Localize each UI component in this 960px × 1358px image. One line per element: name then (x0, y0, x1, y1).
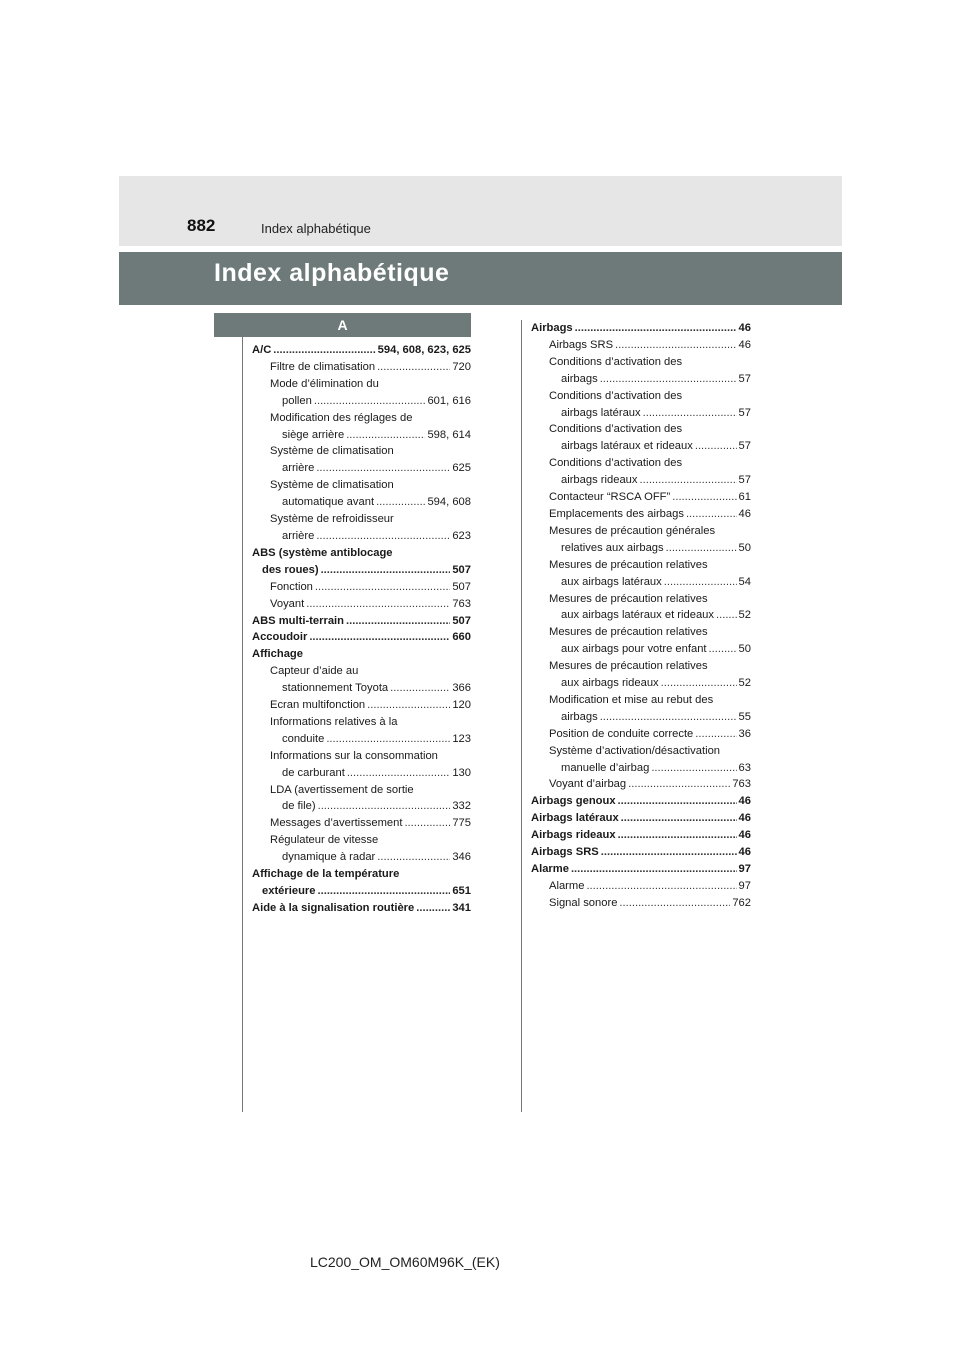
leader-dots (621, 810, 737, 827)
index-entry-text: Voyant d’airbag (549, 778, 627, 791)
index-entry (531, 438, 751, 455)
index-entry (252, 866, 471, 883)
index-entry (252, 528, 471, 545)
index-entry (531, 844, 751, 861)
index-entry-text: A/C (252, 344, 272, 356)
column-divider-left (242, 332, 243, 1112)
index-column-1 (252, 342, 471, 917)
index-page-ref: 601, 616 (427, 394, 471, 407)
leader-dots (618, 793, 737, 810)
index-entry-text: Système d’activation/désactivation (549, 744, 721, 757)
index-page-ref: 46 (738, 812, 751, 825)
index-entry (252, 460, 471, 477)
index-entry-text: de file) (282, 800, 316, 813)
index-entry-text: automatique avant (282, 496, 375, 509)
leader-dots (273, 342, 375, 359)
index-entry (531, 658, 751, 675)
index-page-ref: 346 (452, 851, 471, 864)
index-entry (531, 878, 751, 895)
index-entry (252, 613, 471, 630)
leader-dots (404, 815, 450, 832)
index-entry-text: aux airbags rideaux (561, 677, 659, 690)
index-entry (252, 359, 471, 376)
leader-dots (314, 393, 426, 410)
page-number: 882 (187, 216, 216, 235)
index-entry-text: Airbags rideaux (531, 829, 616, 842)
leader-dots (672, 489, 736, 506)
index-entry-text: Mesures de précaution relatives (549, 592, 708, 605)
index-page-ref: 507 (452, 614, 471, 627)
index-entry (252, 443, 471, 460)
index-entry (531, 709, 751, 726)
index-entry-text: arrière (282, 529, 315, 542)
index-entry-text: Mesures de précaution relatives (549, 626, 708, 639)
index-entry (531, 692, 751, 709)
index-entry-text: Messages d’avertissement (270, 817, 403, 830)
index-entry-text: Conditions d’activation des (549, 423, 683, 436)
index-entry (252, 511, 471, 528)
leader-dots (695, 726, 736, 743)
index-entry-text: Système de refroidisseur (270, 513, 394, 526)
index-entry-text: Airbags SRS (531, 846, 599, 859)
index-entry-text: Position de conduite correcte (549, 727, 694, 740)
index-page-ref: 720 (452, 360, 471, 373)
index-page-ref: 63 (738, 761, 751, 774)
index-entry (252, 646, 471, 663)
index-entry (531, 793, 751, 810)
leader-dots (315, 579, 450, 596)
index-page-ref: 46 (738, 795, 751, 808)
leader-dots (346, 427, 425, 444)
leader-dots (601, 844, 737, 861)
index-entry-text: Ecran multifonction (270, 699, 366, 712)
index-page-ref: 660 (452, 631, 471, 644)
leader-dots (618, 827, 737, 844)
index-entry-text: Airbags latéraux (531, 812, 619, 825)
index-entry-text: pollen (282, 394, 312, 407)
leader-dots (664, 574, 737, 591)
leader-dots (326, 731, 450, 748)
index-entry-text: airbags latéraux (561, 406, 641, 419)
leader-dots (709, 641, 737, 658)
leader-dots (571, 861, 737, 878)
leader-dots (318, 798, 451, 815)
index-entry-text: Modification et mise au rebut des (549, 693, 714, 706)
index-entry-text: Informations sur la consommation (270, 749, 438, 762)
index-entry-text: Fonction (270, 580, 313, 593)
index-entry (252, 748, 471, 765)
index-entry-text: aux airbags latéraux et rideaux (561, 609, 714, 622)
index-entry (531, 354, 751, 371)
index-entry (531, 895, 751, 912)
index-entry (531, 455, 751, 472)
index-entry (531, 624, 751, 641)
leader-dots (309, 629, 450, 646)
index-entry-text: relatives aux airbags (561, 541, 664, 554)
index-entry-text: Airbags (531, 322, 573, 334)
leader-dots (651, 760, 736, 777)
leader-dots (377, 359, 450, 376)
index-entry-text: Airbags genoux (531, 795, 616, 808)
leader-dots (615, 337, 737, 354)
index-entry (252, 782, 471, 799)
index-entry-text: ABS (système antiblocage (252, 546, 393, 559)
index-entry-text: Conditions d’activation des (549, 457, 683, 470)
index-page-ref: 57 (738, 474, 751, 487)
index-entry-text: aux airbags pour votre enfant (561, 643, 707, 656)
index-page-ref: 598, 614 (427, 428, 471, 441)
index-entry-text: airbags rideaux (561, 474, 638, 487)
index-entry-text: dynamique à radar (282, 851, 376, 864)
index-page-ref: 52 (738, 609, 751, 622)
document-code: LC200_OM_OM60M96K_(EK) (310, 1254, 500, 1270)
index-letter-heading: A (214, 313, 471, 337)
index-entry-text: Capteur d’aide au (270, 665, 359, 678)
index-entry (531, 371, 751, 388)
index-entry (531, 641, 751, 658)
index-entry-text: des roues) (262, 563, 319, 576)
index-entry (531, 506, 751, 523)
index-entry-text: Conditions d’activation des (549, 389, 683, 402)
index-page-ref: 61 (738, 491, 751, 504)
leader-dots (575, 320, 737, 337)
index-entry-text: Mesures de précaution relatives (549, 660, 708, 673)
index-entry-text: arrière (282, 462, 315, 475)
index-page-ref: 507 (452, 563, 471, 576)
index-page-ref: 57 (738, 372, 751, 385)
index-page-ref: 57 (738, 440, 751, 453)
index-entry-text: ABS multi-terrain (252, 614, 344, 627)
index-page-ref: 46 (738, 338, 751, 351)
index-entry (252, 477, 471, 494)
index-entry (531, 320, 751, 337)
index-entry (531, 743, 751, 760)
index-entry (531, 574, 751, 591)
index-entry-text: Modification des réglages de (270, 411, 413, 424)
leader-dots (367, 697, 450, 714)
index-page-ref: 594, 608, 623, 625 (377, 344, 471, 356)
index-entry (252, 545, 471, 562)
index-page-ref: 332 (452, 800, 471, 813)
index-page-ref: 651 (452, 885, 471, 897)
index-entry (531, 405, 751, 422)
index-entry-text: stationnement Toyota (282, 682, 389, 695)
index-entry (252, 798, 471, 815)
index-page-ref: 97 (738, 879, 751, 892)
index-entry-text: Régulateur de vitesse (270, 834, 379, 847)
index-entry (531, 523, 751, 540)
index-page-ref: 46 (738, 846, 751, 859)
index-page-ref: 36 (738, 727, 751, 740)
index-entry-text: manuelle d’airbag (561, 761, 650, 774)
index-entry (531, 388, 751, 405)
leader-dots (376, 494, 425, 511)
index-entry (531, 675, 751, 692)
leader-dots (316, 460, 450, 477)
leader-dots (318, 883, 451, 900)
leader-dots (416, 900, 450, 917)
index-entry-text: siège arrière (282, 428, 345, 441)
index-entry (531, 726, 751, 743)
index-entry (252, 427, 471, 444)
index-entry (252, 900, 471, 917)
leader-dots (695, 438, 737, 455)
index-entry (531, 557, 751, 574)
index-page-ref: 120 (452, 699, 471, 712)
index-entry-text: Signal sonore (549, 896, 618, 909)
index-entry (252, 765, 471, 782)
index-entry (531, 421, 751, 438)
index-entry (252, 697, 471, 714)
leader-dots (346, 613, 450, 630)
index-entry-text: Voyant (270, 597, 305, 610)
index-entry-text: Aide à la signalisation routière (252, 901, 415, 914)
section-label: Index alphabétique (261, 221, 371, 236)
index-entry-text: Informations relatives à la (270, 715, 398, 728)
index-entry (531, 489, 751, 506)
index-entry (252, 393, 471, 410)
index-page-ref: 57 (738, 406, 751, 419)
header-band (119, 176, 842, 246)
index-page-ref: 625 (452, 462, 471, 475)
index-entry (531, 337, 751, 354)
index-entry (252, 731, 471, 748)
index-column-2 (531, 320, 751, 912)
leader-dots (316, 528, 450, 545)
index-page-ref: 507 (452, 580, 471, 593)
leader-dots (377, 849, 450, 866)
leader-dots (619, 895, 730, 912)
index-page-ref: 97 (738, 863, 751, 875)
leader-dots (686, 506, 737, 523)
index-page-ref: 50 (738, 643, 751, 656)
index-entry-text: Mode d’élimination du (270, 377, 379, 390)
leader-dots (600, 371, 737, 388)
index-entry-text: Filtre de climatisation (270, 360, 376, 373)
leader-dots (306, 596, 450, 613)
index-entry (252, 562, 471, 579)
index-entry-text: Affichage de la température (252, 868, 400, 881)
index-page-ref: 54 (738, 575, 751, 588)
index-entry (531, 861, 751, 878)
index-entry (252, 832, 471, 849)
index-page-ref: 46 (738, 507, 751, 520)
index-entry (252, 410, 471, 427)
index-page-ref: 46 (738, 322, 751, 334)
index-entry (531, 776, 751, 793)
index-page-ref: 50 (738, 541, 751, 554)
index-page-ref: 52 (738, 677, 751, 690)
index-entry-text: Alarme (531, 863, 569, 875)
index-page-ref: 594, 608 (427, 496, 471, 509)
index-entry-text: Accoudoir (252, 631, 308, 644)
index-entry (252, 376, 471, 393)
leader-dots (321, 562, 451, 579)
index-page-ref: 763 (732, 778, 751, 791)
index-entry-text: airbags (561, 372, 598, 385)
index-entry-text: Airbags SRS (549, 338, 614, 351)
index-entry (252, 849, 471, 866)
leader-dots (390, 680, 450, 697)
index-page-ref: 46 (738, 829, 751, 842)
index-entry-text: Affichage (252, 648, 303, 661)
index-entry (252, 596, 471, 613)
leader-dots (628, 776, 730, 793)
index-entry (252, 714, 471, 731)
leader-dots (586, 878, 736, 895)
index-entry (531, 760, 751, 777)
index-entry (252, 883, 471, 900)
leader-dots (666, 540, 737, 557)
index-entry (531, 607, 751, 624)
index-entry-text: Emplacements des airbags (549, 507, 684, 520)
index-entry-text: airbags (561, 710, 598, 723)
index-entry-text: Mesures de précaution générales (549, 524, 716, 537)
index-page-ref: 763 (452, 597, 471, 610)
index-entry-text: Alarme (549, 879, 585, 892)
index-page-ref: 775 (452, 817, 471, 830)
index-entry-text: Système de climatisation (270, 445, 394, 458)
index-entry (252, 680, 471, 697)
index-page-ref: 55 (738, 710, 751, 723)
index-entry (252, 579, 471, 596)
index-entry (252, 342, 471, 359)
index-entry (531, 827, 751, 844)
index-entry-text: airbags latéraux et rideaux (561, 440, 693, 453)
index-entry-text: Contacteur “RSCA OFF” (549, 491, 671, 504)
index-entry (252, 629, 471, 646)
index-entry-text: Conditions d’activation des (549, 355, 683, 368)
index-page-ref: 130 (452, 766, 471, 779)
leader-dots (640, 472, 737, 489)
leader-dots (600, 709, 737, 726)
index-entry (531, 540, 751, 557)
index-entry-text: Mesures de précaution relatives (549, 558, 708, 571)
index-page-ref: 623 (452, 529, 471, 542)
index-page-ref: 341 (452, 901, 471, 914)
leader-dots (716, 607, 737, 624)
leader-dots (643, 405, 737, 422)
index-entry-text: extérieure (262, 885, 316, 897)
page-title: Index alphabétique (214, 259, 450, 287)
index-entry-text: LDA (avertissement de sortie (270, 783, 414, 796)
index-entry-text: aux airbags latéraux (561, 575, 662, 588)
index-entry (252, 494, 471, 511)
leader-dots (347, 765, 451, 782)
leader-dots (661, 675, 737, 692)
index-page-ref: 123 (452, 732, 471, 745)
index-entry-text: conduite (282, 732, 325, 745)
index-entry-text: de carburant (282, 766, 345, 779)
index-entry (531, 472, 751, 489)
index-page-ref: 366 (452, 682, 471, 695)
index-entry (531, 810, 751, 827)
index-page-ref: 762 (732, 896, 751, 909)
index-entry-text: Système de climatisation (270, 479, 394, 492)
index-entry (252, 815, 471, 832)
column-divider-right (521, 320, 522, 1112)
index-entry (252, 663, 471, 680)
index-entry (531, 591, 751, 608)
